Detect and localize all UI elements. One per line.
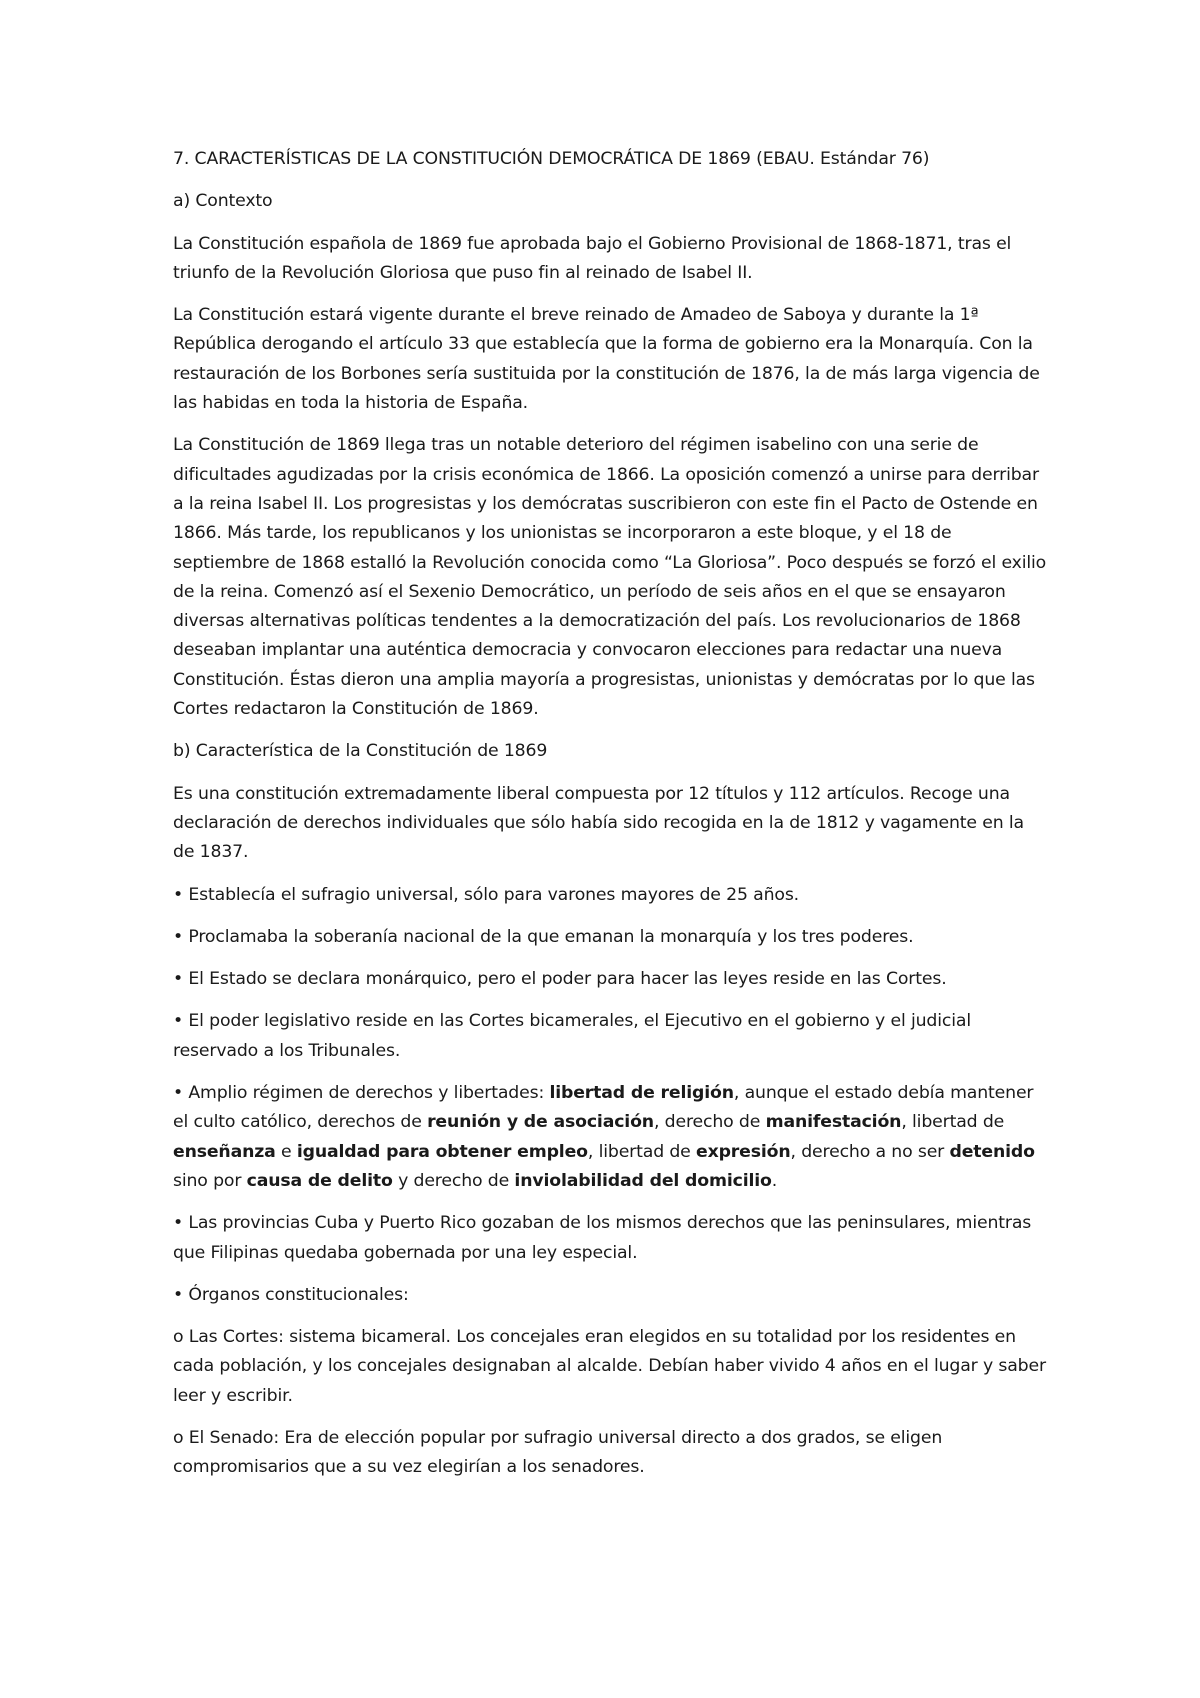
bullet-item: • Órganos constitucionales: xyxy=(173,1284,409,1305)
text-span: , libertad de xyxy=(587,1141,697,1162)
bold-term: detenido xyxy=(949,1141,1035,1162)
text-span: e xyxy=(275,1141,297,1162)
paragraph: La Constitución estará vigente durante el breve reinado de Amadeo de Saboya y durante la 1ª República derogando el artículo 33 que establecía que la forma de gobierno era la Monarquía. Con la restauración de los Borbones sería sustituida por la constitución de 1876, la de más larga vigencia de las habidas en toda la historia de España. xyxy=(173,305,1040,414)
bullet-item: • Proclamaba la soberanía nacional de la que emanan la monarquía y los tres poderes. xyxy=(173,926,914,947)
bold-term: expresión xyxy=(696,1141,791,1162)
text-span: , derecho a no ser xyxy=(790,1141,950,1162)
section-b-heading: b) Característica de la Constitución de 1869 xyxy=(173,741,548,762)
bold-term: inviolabilidad del domicilio xyxy=(514,1170,772,1191)
paragraph: La Constitución española de 1869 fue aprobada bajo el Gobierno Provisional de 1868-1871, tras el triunfo de la Revolución Gloriosa que puso fin al reinado de Isabel II. xyxy=(173,233,1012,283)
text-span: , aunque el estado debía mantener el culto católico, derechos de xyxy=(173,1083,1034,1133)
bold-term: reunión y de asociación xyxy=(427,1112,654,1133)
sub-item: o El Senado: Era de elección popular por sufragio universal directo a dos grados, se eligen compromisarios que a su vez elegirían a los senadores. xyxy=(173,1427,943,1478)
text-span: y derecho de xyxy=(392,1170,515,1191)
bold-term: enseñanza xyxy=(173,1141,276,1162)
text-span: . xyxy=(771,1170,778,1191)
bold-term: causa de delito xyxy=(246,1170,393,1191)
text-span: sino por xyxy=(173,1170,247,1191)
bullet-item: • El poder legislativo reside en las Cortes bicamerales, el Ejecutivo en el gobierno y el judicial reservado a los Tribunales. xyxy=(173,1011,971,1061)
bullet-item: • Las provincias Cuba y Puerto Rico gozaban de los mismos derechos que las peninsulares, mientras que Filipinas quedaba gobernada por una ley especial. xyxy=(173,1213,1032,1263)
sub-item: o Las Cortes: sistema bicameral. Los concejales eran elegidos en su totalidad por los residentes en cada población, y los concejales designaban al alcalde. Debían haber vivido 4 años en el lugar y saber leer y escribir. xyxy=(173,1327,1046,1406)
paragraph: La Constitución de 1869 llega tras un notable deterioro del régimen isabelino con una serie de dificultades agudizadas por la crisis económica de 1866. La oposición comenzó a unirse para derribar a la reina Isabel II. Los progresistas y los demócratas suscribieron con este fin el Pacto de Ostende en 1866. Más tarde, los republicanos y los unionistas se incorporaron a este bloque, y el 18 de septiembre de 1868 estalló la Revolución conocida como “La Gloriosa”. Poco después se forzó el exilio de la reina. Comenzó así el Sexenio Democrático, un período de seis años en el que se ensayaron diversas alternativas políticas tendentes a la democratización del país. Los revolucionarios de 1868 deseaban implantar una auténtica democracia y convocaron elecciones para redactar una nueva Constitución. Éstas dieron una amplia mayoría a progresistas, unionistas y demócratas por lo que las Cortes redactaron la Constitución de 1869. xyxy=(173,435,1047,720)
text-span: , libertad de xyxy=(901,1112,1005,1133)
bullet-item: • Establecía el sufragio universal, sólo para varones mayores de 25 años. xyxy=(173,884,800,905)
paragraph: Es una constitución extremadamente liberal compuesta por 12 títulos y 112 artículos. Recoge una declaración de derechos individuales que sólo había sido recogida en la de 1812 y vagamente en la de 1837. xyxy=(173,783,1024,863)
bold-term: manifestación xyxy=(765,1112,902,1133)
bullet-item: • El Estado se declara monárquico, pero el poder para hacer las leyes reside en las Cortes. xyxy=(173,969,947,990)
text-span: , derecho de xyxy=(653,1112,766,1133)
bold-term: libertad de religión xyxy=(549,1083,734,1104)
document-title: 7. CARACTERÍSTICAS DE LA CONSTITUCIÓN DEMOCRÁTICA DE 1869 (EBAU. Estándar 76) xyxy=(173,149,930,169)
text-span: • Amplio régimen de derechos y libertades: xyxy=(173,1083,550,1104)
bold-term: igualdad para obtener empleo xyxy=(296,1141,588,1162)
section-a-heading: a) Contexto xyxy=(173,191,273,212)
bullet-item-rights xyxy=(173,1079,1050,1196)
